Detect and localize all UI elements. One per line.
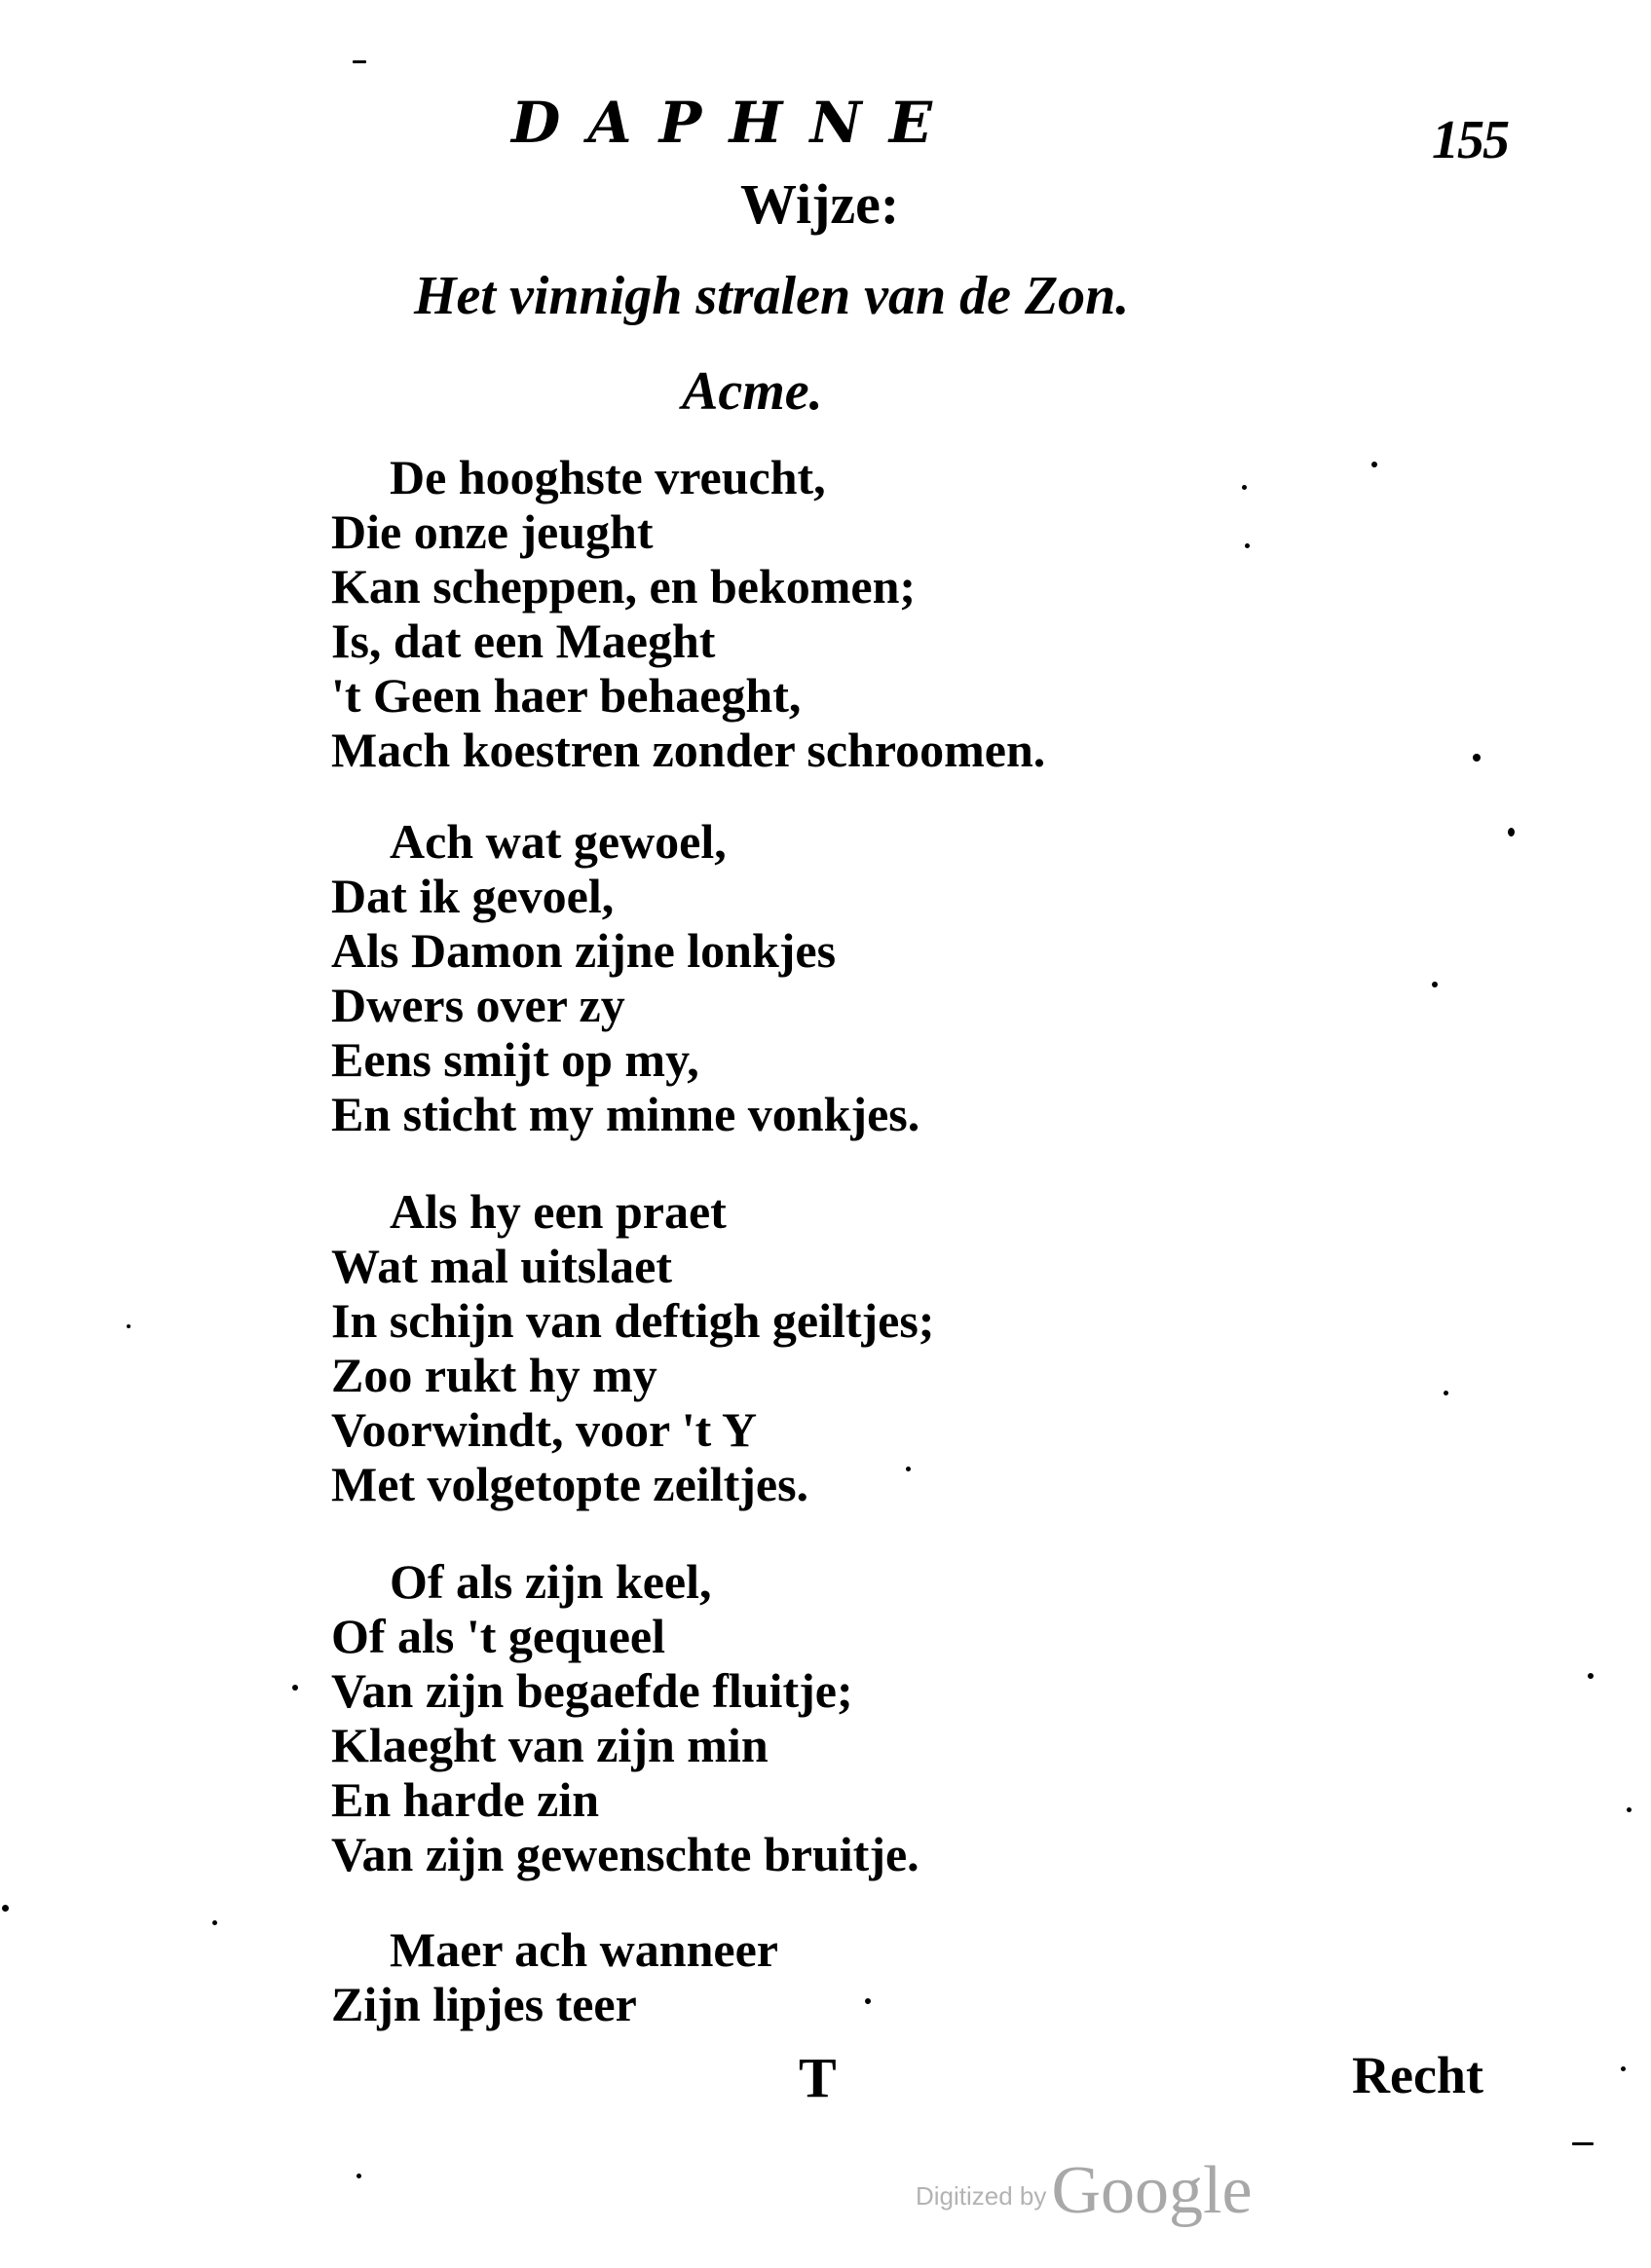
verse-line: Is, dat een Maeght: [331, 613, 716, 668]
scan-speck: [906, 1467, 911, 1471]
stanza-1: [331, 450, 1208, 777]
verse-line: Zijn lipjes teer: [331, 1977, 637, 2031]
verse-line: Dwers over zy: [331, 978, 625, 1032]
speaker-name: Acme.: [682, 361, 823, 422]
google-logo: Google: [1051, 2153, 1253, 2228]
verse-line: En harde zin: [331, 1772, 600, 1827]
scan-speck: [1432, 982, 1438, 987]
scan-speck: [292, 1685, 298, 1691]
watermark-by-text: Digitized by: [916, 2181, 1047, 2211]
scan-speck: [1242, 485, 1247, 490]
stanza-4: [331, 1554, 1208, 1881]
scan-speck: [1473, 754, 1481, 762]
verse-line: Voorwindt, voor 't Y: [331, 1402, 758, 1457]
digitized-watermark: [916, 2152, 1253, 2230]
verse-line: De hooghste vreucht,: [390, 450, 826, 504]
tune-title: Het vinnigh stralen van de Zon.: [414, 266, 1130, 326]
verse-line: Of als 't gequeel: [331, 1609, 666, 1663]
scan-speck: [212, 1920, 217, 1925]
scan-speck: [353, 60, 366, 63]
scan-speck: [1245, 543, 1250, 548]
verse-line: Dat ik gevoel,: [331, 869, 615, 923]
catchword: Recht: [1352, 2046, 1483, 2104]
scan-speck: [1588, 1673, 1594, 1679]
verse-line: In schijn van deftigh geiltjes;: [331, 1293, 935, 1348]
verse-line: 't Geen haer behaeght,: [331, 668, 802, 723]
scan-speck: [1627, 1807, 1632, 1812]
verse-line: Eens smijt op my,: [331, 1032, 699, 1087]
verse-line: Mach koestren zonder schroomen.: [331, 723, 1046, 777]
verse-line: Van zijn gewenschte bruitje.: [331, 1827, 919, 1881]
verse-line: Met volgetopte zeiltjes.: [331, 1457, 809, 1511]
scan-speck: [865, 1998, 871, 2004]
stanza-2: [331, 814, 1208, 1141]
verse-line: Of als zijn keel,: [390, 1554, 712, 1609]
scan-speck: [1508, 828, 1515, 837]
verse-line: Wat mal uitslaet: [331, 1239, 672, 1293]
scan-speck: [1444, 1391, 1448, 1395]
verse-line: Als hy een praet: [390, 1184, 727, 1239]
stanza-5: [331, 1922, 1208, 2031]
running-head: D A P H N E: [511, 90, 936, 156]
stanza-3: [331, 1184, 1208, 1511]
scan-speck: [1621, 2066, 1626, 2071]
scan-speck: [1572, 2142, 1594, 2145]
page-number: 155: [1432, 110, 1508, 170]
verse-line: Ach wat gewoel,: [390, 814, 727, 869]
verse-line: Van zijn begaefde fluitje;: [331, 1663, 853, 1718]
signature-mark: T: [799, 2046, 837, 2109]
scan-speck: [1371, 462, 1377, 467]
scan-speck: [356, 2174, 361, 2178]
verse-line: En sticht my minne vonkjes.: [331, 1087, 920, 1141]
scan-speck: [2, 1905, 9, 1912]
verse-line: Die onze jeught: [331, 504, 654, 559]
wijze-label: Wijze:: [740, 172, 900, 236]
verse-line: Kan scheppen, en bekomen;: [331, 559, 917, 613]
verse-line: Klaeght van zijn min: [331, 1718, 769, 1772]
scan-speck: [127, 1324, 131, 1328]
verse-line: Maer ach wanneer: [390, 1922, 778, 1977]
verse-line: Zoo rukt hy my: [331, 1348, 657, 1402]
verse-line: Als Damon zijne lonkjes: [331, 923, 837, 978]
